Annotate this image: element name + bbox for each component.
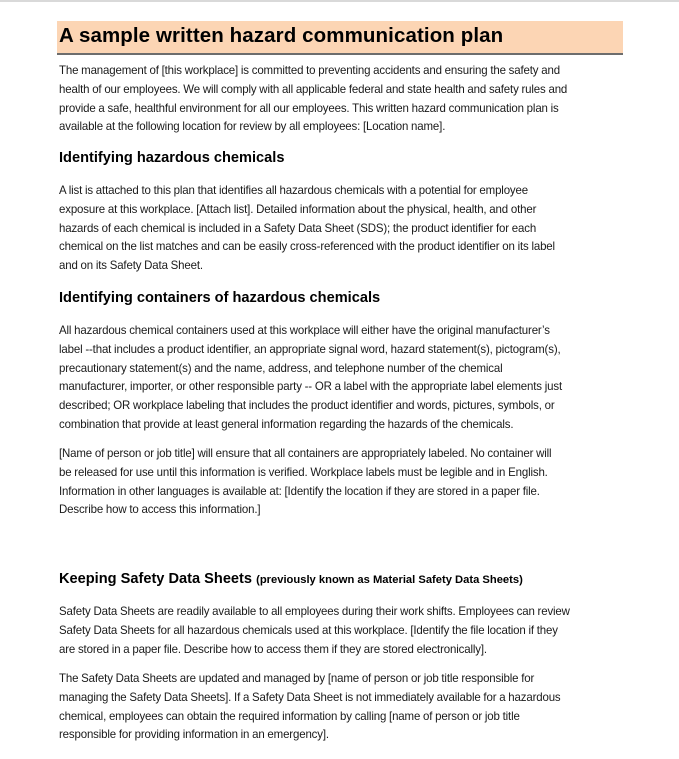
text-line: Safety Data Sheets for all hazardous chemicals used at this workplace. [Identify the file location if they [59,623,558,637]
text-line: Safety Data Sheets are readily available to all employees during their work shifts. Employees can review [59,605,570,618]
section-paragraph [59,603,625,659]
text-line: available at the following location for review by all employees: [Location name]. [59,120,446,134]
section-paragraph [59,182,625,276]
section-paragraph [59,445,625,520]
section-paragraph [59,670,625,745]
text-line: health of our employees. We will comply with all applicable federal and state health and safety rules and [59,82,568,96]
title-banner [57,21,623,55]
text-line: responsible for providing information in an emergency]. [59,728,329,742]
text-line: The Safety Data Sheets are updated and managed by [name of person or job title responsible for [59,672,535,685]
viewer-top-border [0,0,679,2]
section-heading-keeping-safety-data-sheets [59,571,523,587]
section-paragraph [59,322,625,435]
text-line: [Name of person or job title] will ensure that all containers are appropriately labeled. No container will [59,447,552,460]
text-line: managing the Safety Data Sheets]. If a Safety Data Sheet is not immediately available for a hazardous [59,690,561,704]
text-line: described; OR workplace labeling that includes the product identifier and words, pictures, symbols, or [59,399,555,413]
text-line: label --that includes a product identifier, an appropriate signal word, hazard statement(s), pictogram(s), [59,342,561,356]
text-line: are stored in a paper file. Describe how to access them if they are stored electronically]. [59,642,487,656]
text-line: All hazardous chemical containers used at this workplace will either have the original manufacturer’s [59,324,550,337]
text-line: chemical, employees can obtain the required information by calling [name of person or job title [59,709,520,723]
text-line: combination that provide at least general information regarding the hazards of the chemicals. [59,417,514,431]
text-line: Describe how to access this information.] [59,503,261,517]
text-line: be released for use until this information is verified. Workplace labels must be legible and in English. [59,465,548,479]
text-line: and on its Safety Data Sheet. [59,259,203,273]
text-line: hazards of each chemical is included in a Safety Data Sheet (SDS); the product identifier for each [59,221,537,235]
section-heading-identifying-containers: Identifying containers of hazardous chemicals [59,290,381,306]
document-title: A sample written hazard communication plan [59,24,504,47]
text-line: chemical on the list matches and can be easily cross-referenced with the product identifier on its label [59,240,555,254]
text-line: The management of [this workplace] is committed to preventing accidents and ensuring the safety and [59,64,560,77]
text-line: Information in other languages is available at: [Identify the location if they are stored in a paper file. [59,484,540,498]
text-line: precautionary statement(s) and the name, address, and telephone number of the chemical [59,361,503,375]
text-line: manufacturer, importer, or other responsible party -- OR a label with the appropriate label elements just [59,380,563,394]
section-heading-identifying-hazardous-chemicals: Identifying hazardous chemicals [59,150,285,166]
text-line: A list is attached to this plan that identifies all hazardous chemicals with a potential for employee [59,184,528,197]
text-line: exposure at this workplace. [Attach list]. Detailed information about the physical, health, and other [59,202,537,216]
section-heading-main: Keeping Safety Data Sheets [59,571,253,587]
section-heading-subtitle: (previously known as Material Safety Data Sheets) [256,574,523,586]
text-line: provide a safe, healthful environment for all our employees. This written hazard communication plan is [59,101,559,115]
intro-paragraph [59,62,625,137]
